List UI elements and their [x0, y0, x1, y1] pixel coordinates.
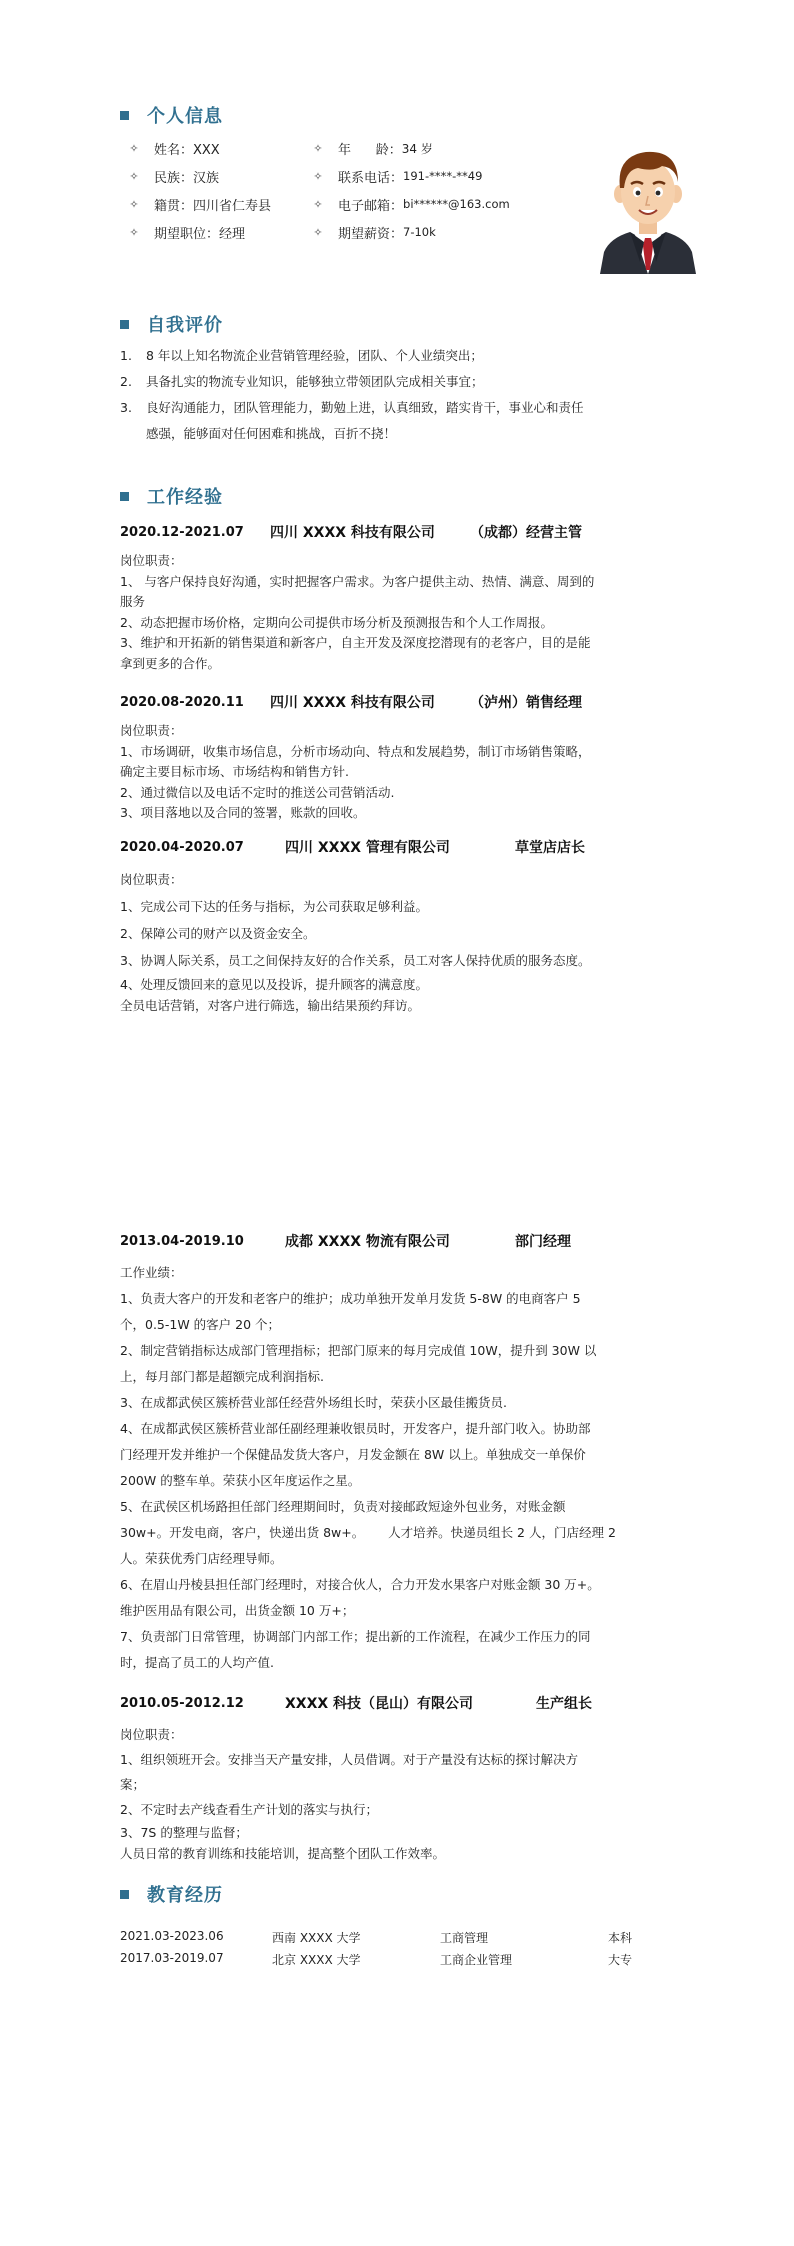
- info-age: ✧ 年 龄： 34 岁: [310, 138, 433, 158]
- list-item: 3. 良好沟通能力，团队管理能力，勤勉上进，认真细致，踏实肯干，事业心和责任: [120, 400, 584, 415]
- section-header-personal: [120, 102, 223, 128]
- section-marker: [120, 320, 129, 329]
- diamond-bullet-icon: ✧: [129, 169, 139, 183]
- job-header: 2013.04-2019.10 成都 XXXX 物流有限公司 部门经理: [120, 1233, 571, 1250]
- table-row: 2017.03-2019.07 北京 XXXX 大学 工商企业管理 大专: [120, 1951, 633, 1967]
- list-item: 感强，能够面对任何困难和挑战，百折不挠！: [146, 426, 397, 441]
- diamond-bullet-icon: ✧: [313, 169, 323, 183]
- diamond-bullet-icon: ✧: [313, 197, 323, 211]
- section-marker: [120, 1890, 129, 1899]
- job-header: 2010.05-2012.12 XXXX 科技（昆山）有限公司 生产组长: [120, 1695, 592, 1712]
- diamond-bullet-icon: ✧: [129, 225, 139, 239]
- list-item: 1. 8 年以上知名物流企业营销管理经验，团队、个人业绩突出；: [120, 348, 483, 363]
- section-header-education: [120, 1881, 223, 1907]
- info-email: ✧ 电子邮箱： bi******@163.com: [310, 194, 510, 214]
- section-header-work: [120, 483, 223, 509]
- info-origin: ✧ 籍贯：四川省仁寿县: [126, 194, 271, 214]
- diamond-bullet-icon: ✧: [129, 141, 139, 155]
- table-row: 2021.03-2023.06 西南 XXXX 大学 工商管理 本科: [120, 1929, 633, 1945]
- diamond-bullet-icon: ✧: [129, 197, 139, 211]
- job-header: 2020.12-2021.07 四川 XXXX 科技有限公司 （成都）经营主管: [120, 524, 582, 541]
- job-description: 岗位职责： 1、 与客户保持良好沟通，实时把握客户需求。为客户提供主动、热情、满意、周到的 服务 2、动态把握市场价格，定期向公司提供市场分析及预测报告和个人工作周报。 3、维护和开拓新的销售渠道和新客户，自主开发及深度挖潜现有的老客户，目的是能 拿到更多的合作。: [120, 553, 595, 671]
- info-name: ✧ 姓名：XXX: [126, 138, 220, 158]
- diamond-bullet-icon: ✧: [313, 141, 323, 155]
- section-header-self-eval: [120, 311, 223, 337]
- businessman-avatar-icon: [596, 142, 700, 274]
- job-description: 岗位职责： 1、完成公司下达的任务与指标，为公司获取足够利益。 2、保障公司的财产以及资金安全。 3、协调人际关系，员工之间保持友好的合作关系，员工对客人保持优质的服务态度。 4、处理反馈回来的意见以及投诉，提升顾客的满意度。 全员电话营销，对客户进行筛选，输出结果预约拜访。: [120, 872, 591, 1013]
- section-marker: [120, 111, 129, 120]
- info-phone: ✧ 联系电话： 191-****-**49: [310, 166, 482, 186]
- job-header: 2020.04-2020.07 四川 XXXX 管理有限公司 草堂店店长: [120, 839, 585, 856]
- section-title: 自我评价: [147, 315, 223, 336]
- job-description: 岗位职责： 1、组织领班开会。安排当天产量安排，人员借调。对于产量没有达标的探讨解决方 案； 2、不定时去产线查看生产计划的落实与执行； 3、7S 的整理与监督； 人员日常的教育训练和技能培训，提高整个团队工作效率。: [120, 1727, 578, 1861]
- diamond-bullet-icon: ✧: [313, 225, 323, 239]
- list-item: 2. 具备扎实的物流专业知识，能够独立带领团队完成相关事宜；: [120, 374, 484, 389]
- section-title: 个人信息: [147, 106, 223, 127]
- info-ethnicity: ✧ 民族：汉族: [126, 166, 219, 186]
- section-title: 教育经历: [147, 1885, 223, 1906]
- job-description: 岗位职责： 1、市场调研，收集市场信息，分析市场动向、特点和发展趋势，制订市场销售策略， 确定主要目标市场、市场结构和销售方针. 2、通过微信以及电话不定时的推送公司营销活动. 3、项目落地以及合同的签署，账款的回收。: [120, 723, 591, 820]
- info-position: ✧ 期望职位：经理: [126, 222, 245, 242]
- section-title: 工作经验: [147, 487, 223, 508]
- job-description: 工作业绩： 1、负责大客户的开发和老客户的维护；成功单独开发单月发货 5-8W 的电商客户 5 个，0.5-1W 的客户 20 个； 2、制定营销指标达成部门管理指标；把部门原来的每月完成值 10W，提升到 30W 以 上，每月部门都是超额完成利润指标. 3、在成都武侯区簇桥营业部任经营外场组长时，荣获小区最佳搬货员. 4、在成都武侯区簇桥营业部任副经理兼收银员时，开发客户，提升部门收入。协助部 门经理开发并维护一个保健品发货大客户，月发金额在 8W 以上。单独成交一单保价 200W 的整车单。荣获小区年度运作之星。 5、在武侯区机场路担任部门经理期间时，负责对接邮政短途外包业务，对账金额 30w+。开发电商，客户，快递出货 8w+。 人才培养。快递员组长 2 人，门店经理 2 人。荣获优秀门店经理导师。 6、在眉山丹棱县担任部门经理时，对接合伙人，合力开发水果客户对账金额 30 万+。 维护医用品有限公司，出货金额 10 万+； 7、负责部门日常管理，协调部门内部工作；提出新的工作流程，在减少工作压力的同 时，提高了员工的人均产值.: [120, 1265, 616, 1670]
- avatar: [596, 142, 700, 274]
- section-marker: [120, 492, 129, 501]
- job-header: 2020.08-2020.11 四川 XXXX 科技有限公司 （泸州）销售经理: [120, 694, 582, 711]
- info-salary: ✧ 期望薪资： 7-10k: [310, 222, 436, 242]
